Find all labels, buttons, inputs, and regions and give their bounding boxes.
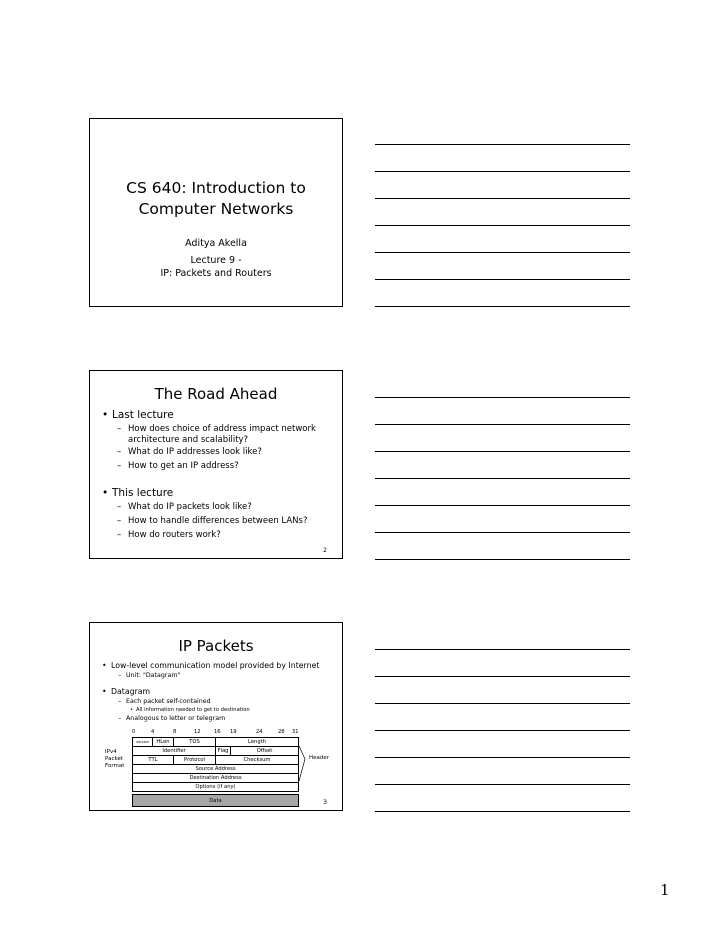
dash-icon: – bbox=[117, 530, 122, 540]
data-field: Data bbox=[132, 794, 299, 807]
dash-icon: – bbox=[118, 672, 122, 679]
slide-page-number: 2 bbox=[323, 547, 327, 554]
bit-label: 28 bbox=[278, 729, 285, 735]
tos-field: TOS bbox=[173, 737, 216, 747]
checksum-field: Checksum bbox=[215, 755, 299, 765]
bullet-heading: • Datagram bbox=[102, 687, 151, 696]
protocol-field: Protocol bbox=[173, 755, 216, 765]
bullet-icon: • bbox=[130, 707, 134, 713]
destination-address-field: Destination Address bbox=[132, 773, 299, 783]
title-line-2: Computer Networks bbox=[138, 200, 294, 218]
offset-field: Offset bbox=[230, 746, 299, 756]
dash-icon: – bbox=[117, 516, 122, 526]
bullet-heading: • Last lecture bbox=[102, 409, 174, 421]
dash-icon: – bbox=[117, 502, 122, 512]
source-address-field: Source Address bbox=[132, 764, 299, 774]
author: Aditya Akella bbox=[185, 238, 247, 249]
header-label: Header bbox=[309, 755, 330, 761]
slide-title: The Road Ahead bbox=[154, 385, 278, 403]
bullet-icon: • bbox=[102, 487, 109, 499]
sub-sub-bullet: • All information needed to get to destination bbox=[130, 707, 250, 713]
sub-bullet: – How do routers work? bbox=[117, 530, 221, 540]
slide-2-road-ahead bbox=[89, 370, 343, 559]
bit-label: 31 bbox=[292, 729, 299, 735]
bit-label: 19 bbox=[230, 729, 237, 735]
bit-label: 8 bbox=[173, 729, 177, 735]
dash-icon: – bbox=[117, 447, 122, 457]
dash-icon: – bbox=[118, 715, 122, 722]
sub-bullet: – How to handle differences between LANs? bbox=[117, 516, 308, 526]
length-field: Length bbox=[215, 737, 299, 747]
sub-bullet: – What do IP packets look like? bbox=[117, 502, 252, 512]
lecture-number: Lecture 9 - bbox=[190, 255, 242, 266]
bit-label: 4 bbox=[151, 729, 155, 735]
bit-label: 24 bbox=[256, 729, 263, 735]
ipv4-format-label: IPv4 Packet Format bbox=[105, 749, 125, 769]
dash-icon: – bbox=[117, 461, 122, 471]
slide-title: IP Packets bbox=[178, 637, 254, 655]
page-number: 1 bbox=[660, 881, 670, 899]
hlen-field: HLen bbox=[152, 737, 174, 747]
slide-1-heading bbox=[90, 178, 342, 220]
header-brace-icon bbox=[298, 745, 312, 785]
lecture-topic: IP: Packets and Routers bbox=[160, 268, 272, 279]
slide-3-ip-packets bbox=[89, 622, 343, 811]
ttl-field: TTL bbox=[132, 755, 174, 765]
version-field: version bbox=[132, 737, 153, 747]
bullet-heading: • Low-level communication model provided by Internet bbox=[102, 661, 320, 670]
bullet-icon: • bbox=[102, 661, 107, 670]
slide-page-number: 3 bbox=[323, 799, 327, 806]
bullet-icon: • bbox=[102, 409, 109, 421]
options-field: Options (if any) bbox=[132, 782, 299, 792]
sub-bullet: – What do IP addresses look like? bbox=[117, 447, 262, 457]
bit-label: 12 bbox=[194, 729, 201, 735]
bit-label: 16 bbox=[214, 729, 221, 735]
dash-icon: – bbox=[117, 424, 122, 434]
bullet-heading: • This lecture bbox=[102, 487, 174, 499]
sub-bullet: – Analogous to letter or telegram bbox=[118, 715, 226, 722]
identifier-field: Identifier bbox=[132, 746, 216, 756]
sub-bullet: – Unit: "Datagram" bbox=[118, 672, 181, 679]
flag-field: Flag bbox=[215, 746, 231, 756]
sub-bullet: – Each packet self-contained bbox=[118, 698, 211, 705]
sub-bullet: – How does choice of address impact network architecture and scalability? bbox=[117, 424, 316, 445]
bullet-icon: • bbox=[102, 687, 107, 696]
sub-bullet: – How to get an IP address? bbox=[117, 461, 239, 471]
slide-1-title bbox=[89, 118, 343, 307]
dash-icon: – bbox=[118, 698, 122, 705]
title-line-1: CS 640: Introduction to bbox=[126, 179, 306, 197]
bit-label: 0 bbox=[132, 729, 136, 735]
ipv4-header-diagram bbox=[90, 623, 344, 812]
lecture-info bbox=[90, 254, 342, 280]
